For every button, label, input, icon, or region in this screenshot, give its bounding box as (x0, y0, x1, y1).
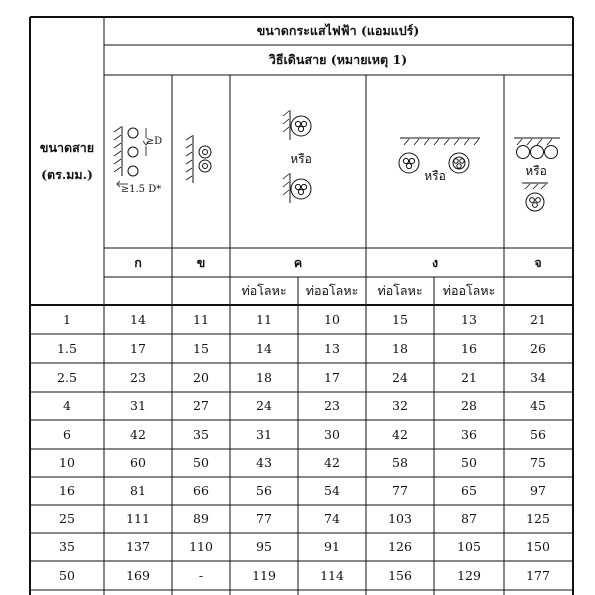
ampacity-cell: 74 (324, 510, 340, 526)
ampacity-cell: 97 (530, 482, 546, 498)
cable-size-cell: 10 (59, 454, 75, 470)
ampacity-cell: 14 (130, 311, 146, 327)
ampacity-cell: 16 (461, 340, 477, 356)
ampacity-cell: 66 (193, 482, 209, 498)
row-header-line2: (ตร.มม.) (41, 166, 93, 182)
ampacity-cell: 13 (461, 311, 477, 327)
ampacity-cell: 87 (461, 510, 477, 526)
ampacity-cell: 45 (530, 397, 546, 413)
ampacity-cell: 35 (193, 426, 209, 442)
ampacity-cell: 103 (388, 510, 412, 526)
method-b-diagram (186, 135, 211, 183)
method-label-a: ก (134, 254, 142, 270)
ampacity-cell: 31 (130, 397, 146, 413)
ampacity-cell: 75 (530, 454, 546, 470)
ampacity-cell: 56 (530, 426, 546, 442)
ampacity-cell: 11 (193, 311, 209, 327)
ampacity-cell: 50 (193, 454, 209, 470)
ampacity-cell: 18 (256, 369, 272, 385)
method-label-e: จ (534, 254, 542, 270)
ampacity-cell: 15 (193, 340, 209, 356)
ampacity-cell: 56 (256, 482, 272, 498)
method-label-b: ข (196, 254, 206, 270)
table-subtitle: วิธีเดินสาย (หมายเหตุ 1) (268, 51, 408, 67)
ampacity-cell: 137 (126, 538, 150, 554)
ampacity-cell: 21 (530, 311, 546, 327)
method-label-d: ง (431, 254, 439, 270)
cable-size-cell: 6 (63, 426, 71, 442)
ampacity-cell: 21 (461, 369, 477, 385)
ampacity-cell: 77 (392, 482, 408, 498)
ampacity-cell: 10 (324, 311, 340, 327)
cable-size-cell: 25 (59, 510, 75, 526)
ampacity-cell: 30 (324, 426, 340, 442)
ampacity-cell: 23 (130, 369, 146, 385)
ampacity-cell: 14 (256, 340, 272, 356)
ampacity-cell: 13 (324, 340, 340, 356)
ampacity-cell: 169 (126, 567, 150, 583)
method-a-diagram (114, 126, 149, 187)
ampacity-cell: 65 (461, 482, 477, 498)
ampacity-cell: - (198, 567, 204, 583)
ampacity-cell: 42 (324, 454, 340, 470)
cable-size-cell: 50 (59, 567, 75, 583)
ampacity-cell: 34 (530, 369, 546, 385)
method-a-gap-bottom: ≥1.5 D* (120, 184, 162, 195)
ampacity-cell: 17 (130, 340, 146, 356)
ampacity-cell: 23 (324, 397, 340, 413)
ampacity-cell: 129 (457, 567, 481, 583)
method-c-or-label: หรือ (290, 152, 312, 166)
ampacity-cell: 119 (252, 567, 276, 583)
method-e-or-label: หรือ (525, 164, 547, 178)
ampacity-cell: 18 (392, 340, 408, 356)
ampacity-cell: 27 (193, 397, 209, 413)
conduit-c-metal: ท่อโลหะ (241, 282, 287, 298)
ampacity-cell: 111 (126, 510, 150, 526)
ampacity-cell: 11 (256, 311, 272, 327)
cable-size-cell: 1 (63, 311, 71, 327)
cable-size-cell: 1.5 (57, 340, 77, 356)
ampacity-cell: 54 (324, 482, 340, 498)
ampacity-cell: 91 (324, 538, 340, 554)
ampacity-cell: 58 (392, 454, 408, 470)
ampacity-cell: 20 (193, 369, 209, 385)
ampacity-cell: 125 (526, 510, 550, 526)
cable-size-cell: 35 (59, 538, 75, 554)
method-label-c: ค (293, 254, 303, 270)
ampacity-cell: 60 (130, 454, 146, 470)
row-header-line1: ขนาดสาย (39, 139, 95, 155)
table-title: ขนาดกระแสไฟฟ้า (แอมแปร์) (256, 22, 420, 38)
ampacity-cell: 177 (526, 567, 550, 583)
ampacity-cell: 50 (461, 454, 477, 470)
ampacity-cell: 28 (461, 397, 477, 413)
ampacity-cell: 81 (130, 482, 146, 498)
conduit-d-nonmetal: ท่ออโลหะ (442, 282, 496, 298)
ampacity-cell: 31 (256, 426, 272, 442)
cable-size-cell: 16 (59, 482, 75, 498)
ampacity-cell: 126 (388, 538, 412, 554)
ampacity-cell: 89 (193, 510, 209, 526)
ampacity-cell: 150 (526, 538, 550, 554)
ampacity-cell: 77 (256, 510, 272, 526)
ampacity-cell: 105 (457, 538, 481, 554)
ampacity-cell: 24 (392, 369, 408, 385)
cable-size-cell: 2.5 (57, 369, 77, 385)
ampacity-cell: 17 (324, 369, 340, 385)
ampacity-cell: 43 (256, 454, 272, 470)
cable-size-cell: 4 (63, 397, 71, 413)
method-a-gap-top: ≥D (145, 136, 163, 147)
ampacity-cell: 42 (392, 426, 408, 442)
conduit-d-metal: ท่อโลหะ (377, 282, 423, 298)
ampacity-cell: 32 (392, 397, 408, 413)
ampacity-cell: 24 (256, 397, 272, 413)
method-d-or-label: หรือ (424, 169, 446, 183)
ampacity-cell: 36 (461, 426, 477, 442)
conduit-c-nonmetal: ท่ออโลหะ (305, 282, 359, 298)
ampacity-cell: 110 (189, 538, 213, 554)
ampacity-cell: 15 (392, 311, 408, 327)
ampacity-cell: 156 (388, 567, 412, 583)
ampacity-cell: 26 (530, 340, 546, 356)
ampacity-cell: 42 (130, 426, 146, 442)
ampacity-cell: 114 (320, 567, 344, 583)
method-d-diagram (399, 138, 480, 173)
ampacity-cell: 95 (256, 538, 272, 554)
